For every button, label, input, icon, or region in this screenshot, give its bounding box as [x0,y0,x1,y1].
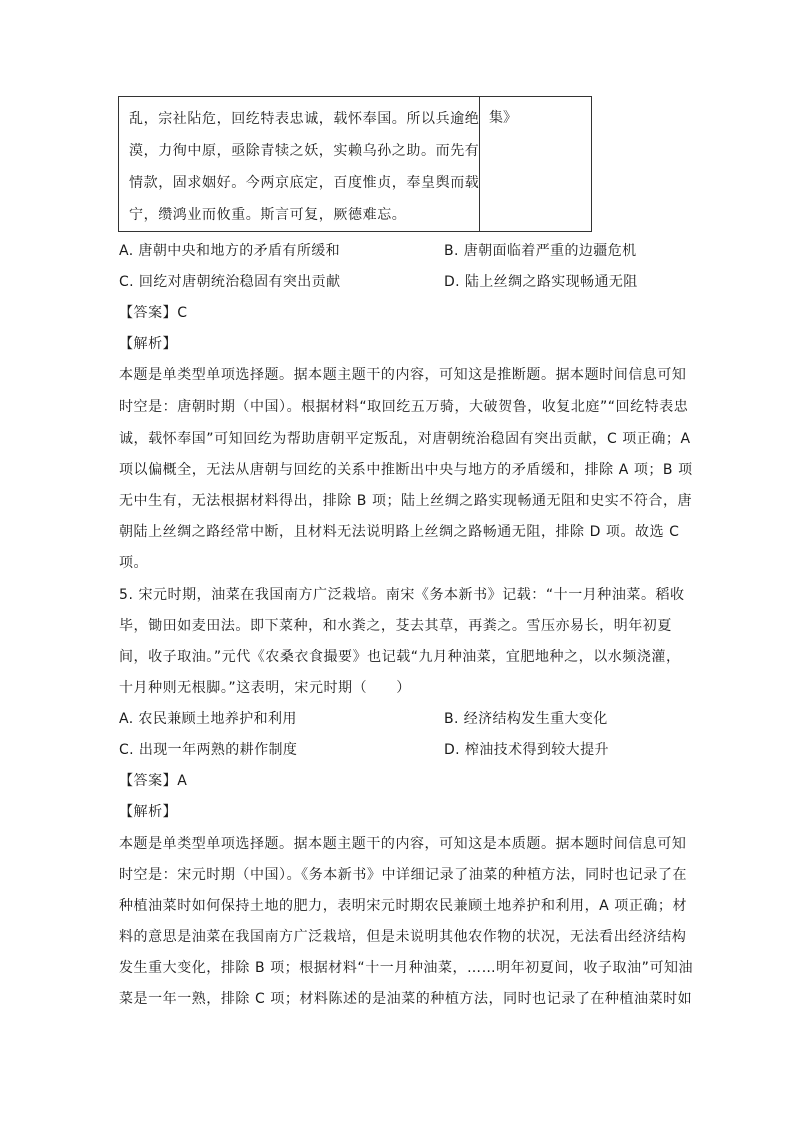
quote-table [118,96,592,232]
q4-analysis-line: 项。 [119,555,149,571]
q5-analysis-line: 本题是单类型单项选择题。据本题主题干的内容，可知这是本质题。据本题时间信息可知 [119,836,687,852]
q4-analysis-line: 朝陆上丝绸之路经常中断，且材料无法说明路上丝绸之路畅通无阻，排除 D 项。故选 C [119,524,680,540]
q5-analysis-line: 种植油菜时如何保持土地的肥力，表明宋元时期农民兼顾土地养护和利用，A 项正确；材 [119,898,688,914]
q4-analysis-line: 无中生有，无法根据材料得出，排除 B 项；陆上丝绸之路实现畅通无阻和史实不符合，唐 [119,493,693,509]
q4-option-a: A. 唐朝中央和地方的矛盾有所缓和 [119,243,341,259]
quote-line: 乱，宗社阽危，回纥特表忠诚，载怀奉国。所以兵逾绝 [129,111,480,127]
q4-analysis-line: 本题是单类型单项选择题。据本题主题干的内容，可知这是推断题。据本题时间信息可知 [119,367,687,383]
q5-stem-line: 十月种则无根脚。”这表明，宋元时期（ ） [119,680,411,696]
q5-option-d: D. 榨油技术得到较大提升 [444,742,609,758]
q5-analysis-title: 【解析】 [119,804,178,820]
q5-analysis-line: 时空是：宋元时期（中国）。《务本新书》中详细记录了油菜的种植方法，同时也记录了在 [119,867,687,883]
q5-option-b: B. 经济结构发生重大变化 [444,711,608,727]
q5-option-c: C. 出现一年两熟的耕作制度 [119,742,298,758]
q5-stem-line: 间，收子取油。”元代《农桑衣食撮要》也记载“九月种油菜，宜肥地种之，以水频浇灌， [119,649,681,665]
q5-analysis-line: 料的意思是油菜在我国南方广泛栽培，但是未说明其他农作物的状况，无法看出经济结构 [119,929,687,945]
quote-source: 集》 [489,110,517,126]
q5-analysis-line: 菜是一年一熟，排除 C 项；材料陈述的是油菜的种植方法，同时也记录了在种植油菜时如 [119,991,693,1007]
quote-line: 宁，缵鸿业而攸重。斯言可复，厥德难忘。 [129,207,407,223]
q4-answer: 【答案】C [119,305,188,321]
q5-stem-line: 5. 宋元时期，油菜在我国南方广泛栽培。南宋《务本新书》记载：“十一月种油菜。稻收 [119,587,685,603]
q4-option-c: C. 回纥对唐朝统治稳固有突出贡献 [119,274,341,290]
q4-analysis-title: 【解析】 [119,336,178,352]
q5-analysis-line: 发生重大变化，排除 B 项；根据材料“十一月种油菜，……明年初夏间，收子取油”可知油 [119,960,694,976]
q5-option-a: A. 农民兼顾土地养护和利用 [119,711,297,727]
q5-answer: 【答案】A [119,773,188,789]
quote-line: 漠，力徇中原，亟除青犊之妖，实赖乌孙之助。而先有 [129,143,480,159]
q4-analysis-line: 诚，载怀奉国”可知回纥为帮助唐朝平定叛乱，对唐朝统治稳固有突出贡献，C 项正确；A [119,431,691,447]
q4-analysis-line: 项以偏概全，无法从唐朝与回纥的关系中推断出中央与地方的矛盾缓和，排除 A 项；B 项 [119,462,693,478]
q4-option-b: B. 唐朝面临着严重的边疆危机 [444,243,637,259]
quote-line: 情款，固求姻好。今两京底定，百度惟贞，奉皇舆而载 [129,175,480,191]
q4-option-d: D. 陆上丝绸之路实现畅通无阻 [444,274,638,290]
q4-analysis-line: 时空是：唐朝时期（中国）。根据材料“取回纥五万骑，大破贺鲁，收复北庭”“回纥特表忠 [119,399,689,415]
q5-stem-line: 毕，锄田如麦田法。即下菜种，和水粪之，芟去其草，再粪之。雪压亦易长，明年初夏 [119,618,672,634]
